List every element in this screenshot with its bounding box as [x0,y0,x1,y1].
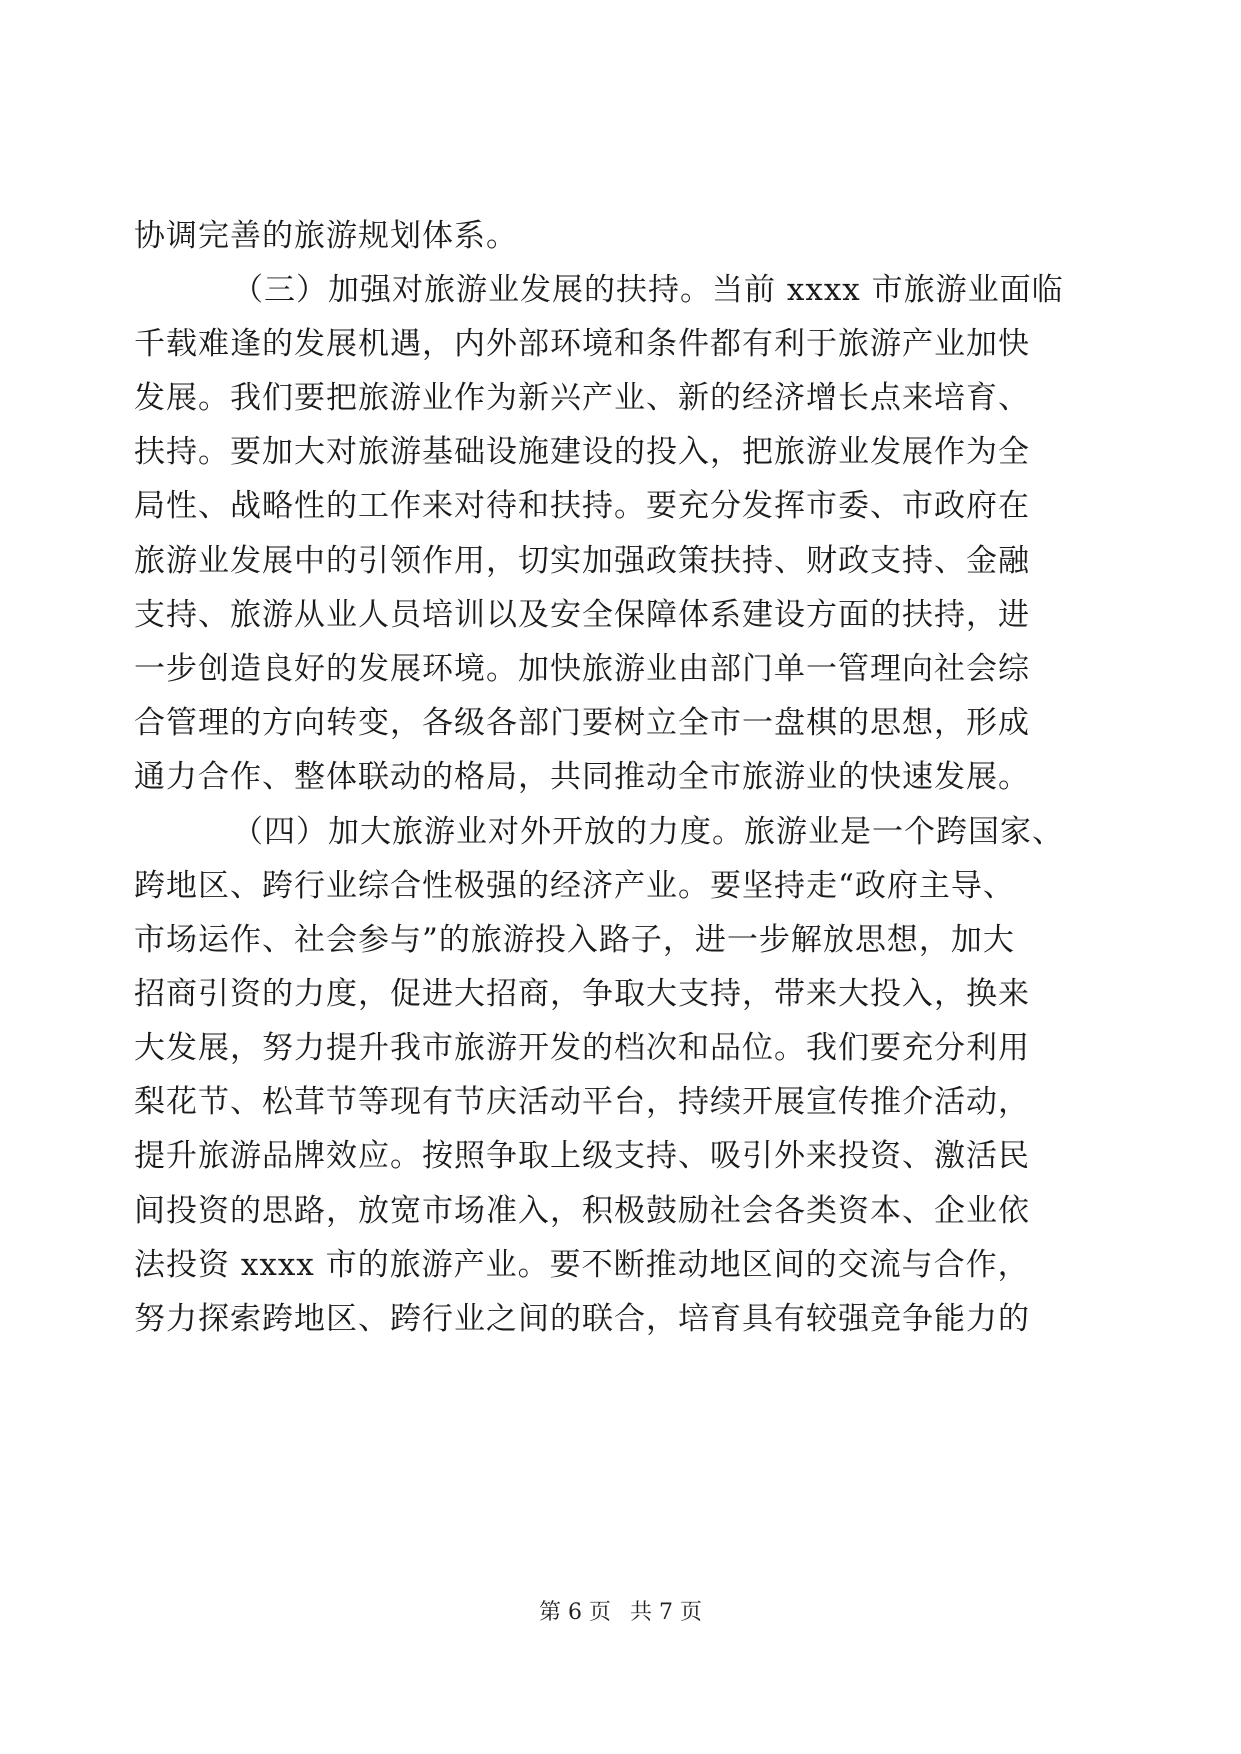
text-line: 通力合作、整体联动的格局，共同推动全市旅游业的快速发展。 [134,759,1030,795]
text-line: 间投资的思路，放宽市场准入，积极鼓励社会各类资本、企业依 [134,1193,1030,1229]
text-line: 合管理的方向转变，各级各部门要树立全市一盘棋的思想，形成 [134,705,1030,741]
text-line: 市场运作、社会参与”的旅游投入路子，进一步解放思想，加大 [134,922,1015,958]
paragraph-heading-four: （四）加大旅游业对外开放的力度。旅游业是一个跨国家、 [232,814,1064,850]
text-line: 跨地区、跨行业综合性极强的经济产业。要坚持走“政府主导、 [134,868,1015,904]
page-total: 共 7 页 [630,1600,702,1625]
text-line: 努力探索跨地区、跨行业之间的联合，培育具有较强竞争能力的 [134,1301,1030,1337]
text-line: 梨花节、松茸节等现有节庆活动平台，持续开展宣传推介活动， [134,1084,1030,1120]
text-line: 一步创造良好的发展环境。加快旅游业由部门单一管理向社会综 [134,651,1030,687]
text-line: 协调完善的旅游规划体系。 [134,218,518,254]
page-footer [0,1598,1241,1628]
text-line: 千载难逢的发展机遇，内外部环境和条件都有利于旅游产业加快 [134,326,1030,362]
paragraph-heading-three: （三）加强对旅游业发展的扶持。当前 xxxx 市旅游业面临 [232,272,1064,308]
text-line: 发展。我们要把旅游业作为新兴产业、新的经济增长点来培育、 [134,380,1030,416]
text-line: 提升旅游品牌效应。按照争取上级支持、吸引外来投资、激活民 [134,1138,1030,1174]
text-line: 支持、旅游从业人员培训以及安全保障体系建设方面的扶持，进 [134,597,1030,633]
text-line: 大发展，努力提升我市旅游开发的档次和品位。我们要充分利用 [134,1030,1030,1066]
text-line: 扶持。要加大对旅游基础设施建设的投入，把旅游业发展作为全 [134,434,1030,470]
text-line: 法投资 xxxx 市的旅游产业。要不断推动地区间的交流与合作， [134,1247,1030,1283]
text-line: 招商引资的力度，促进大招商，争取大支持，带来大投入，换来 [134,976,1030,1012]
text-line: 局性、战略性的工作来对待和扶持。要充分发挥市委、市政府在 [134,488,1030,524]
text-line: 旅游业发展中的引领作用，切实加强政策扶持、财政支持、金融 [134,543,1030,579]
page-number: 第 6 页 [539,1600,611,1625]
